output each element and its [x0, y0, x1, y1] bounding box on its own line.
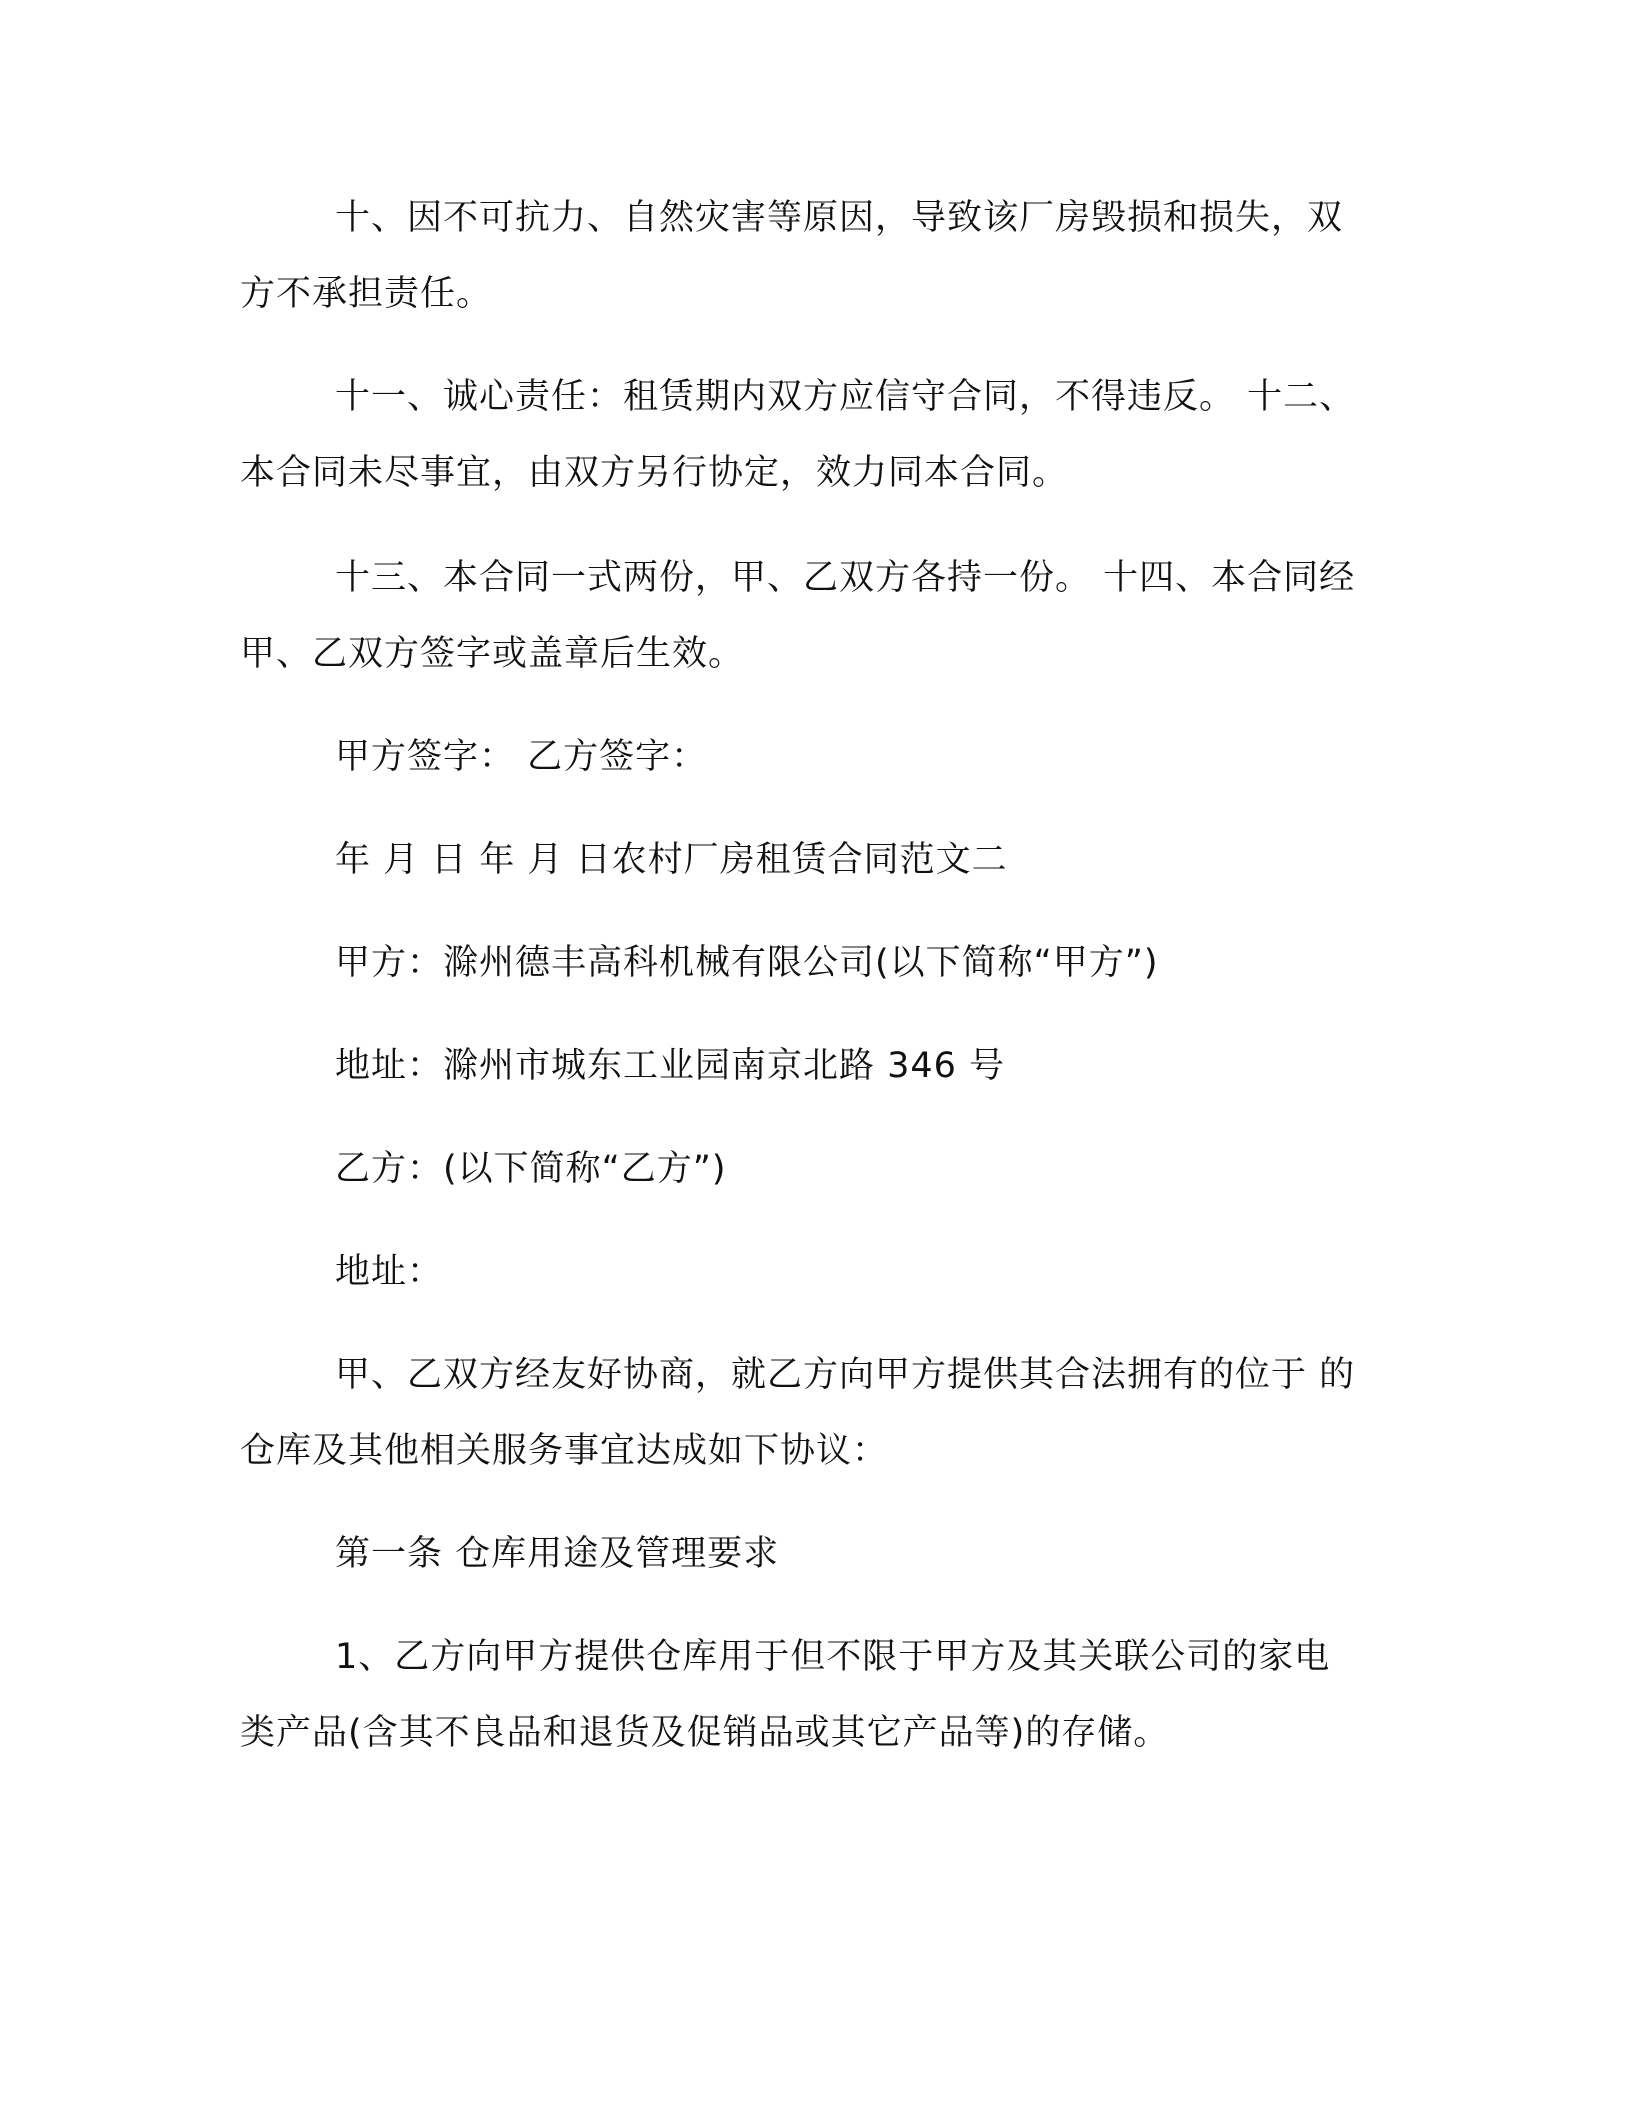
article-1-item-1-line-1: 1、乙方向甲方提供仓库用于但不限于甲方及其关联公司的家电: [335, 1637, 1331, 1677]
party-a-line: 甲方：滁州德丰高科机械有限公司(以下简称“甲方”): [335, 943, 1159, 983]
party-a-address-line: 地址：滁州市城东工业园南京北路 346 号: [335, 1046, 1006, 1086]
party-b-address-line: 地址：: [335, 1252, 444, 1292]
article-1-item-1-line-2: 类产品(含其不良品和退货及促销品或其它产品等)的存储。: [240, 1713, 1170, 1753]
paragraph-13-line-2: 甲、乙双方签字或盖章后生效。: [240, 634, 745, 674]
paragraph-10-line-1: 十、因不可抗力、自然灾害等原因，导致该厂房毁损和损失，双: [335, 198, 1344, 238]
agreement-intro-line-1: 甲、乙双方经友好协商，就乙方向甲方提供其合法拥有的位于 的: [335, 1355, 1356, 1395]
party-b-line: 乙方：(以下简称“乙方”): [335, 1149, 727, 1189]
agreement-intro-line-2: 仓库及其他相关服务事宜达成如下协议：: [240, 1431, 889, 1471]
paragraph-10-line-2: 方不承担责任。: [240, 274, 493, 314]
paragraph-13-line-1: 十三、本合同一式两份，甲、乙双方各持一份。 十四、本合同经: [335, 558, 1356, 598]
paragraph-11-line-1: 十一、诚心责任：租赁期内双方应信守合同，不得违反。 十二、: [335, 377, 1356, 417]
paragraph-11-line-2: 本合同未尽事宜，由双方另行协定，效力同本合同。: [240, 453, 1069, 493]
date-and-title-line: 年 月 日 年 月 日农村厂房租赁合同范文二: [335, 840, 1008, 880]
article-1-heading: 第一条 仓库用途及管理要求: [335, 1534, 780, 1574]
signature-line: 甲方签字： 乙方签字：: [335, 737, 708, 777]
